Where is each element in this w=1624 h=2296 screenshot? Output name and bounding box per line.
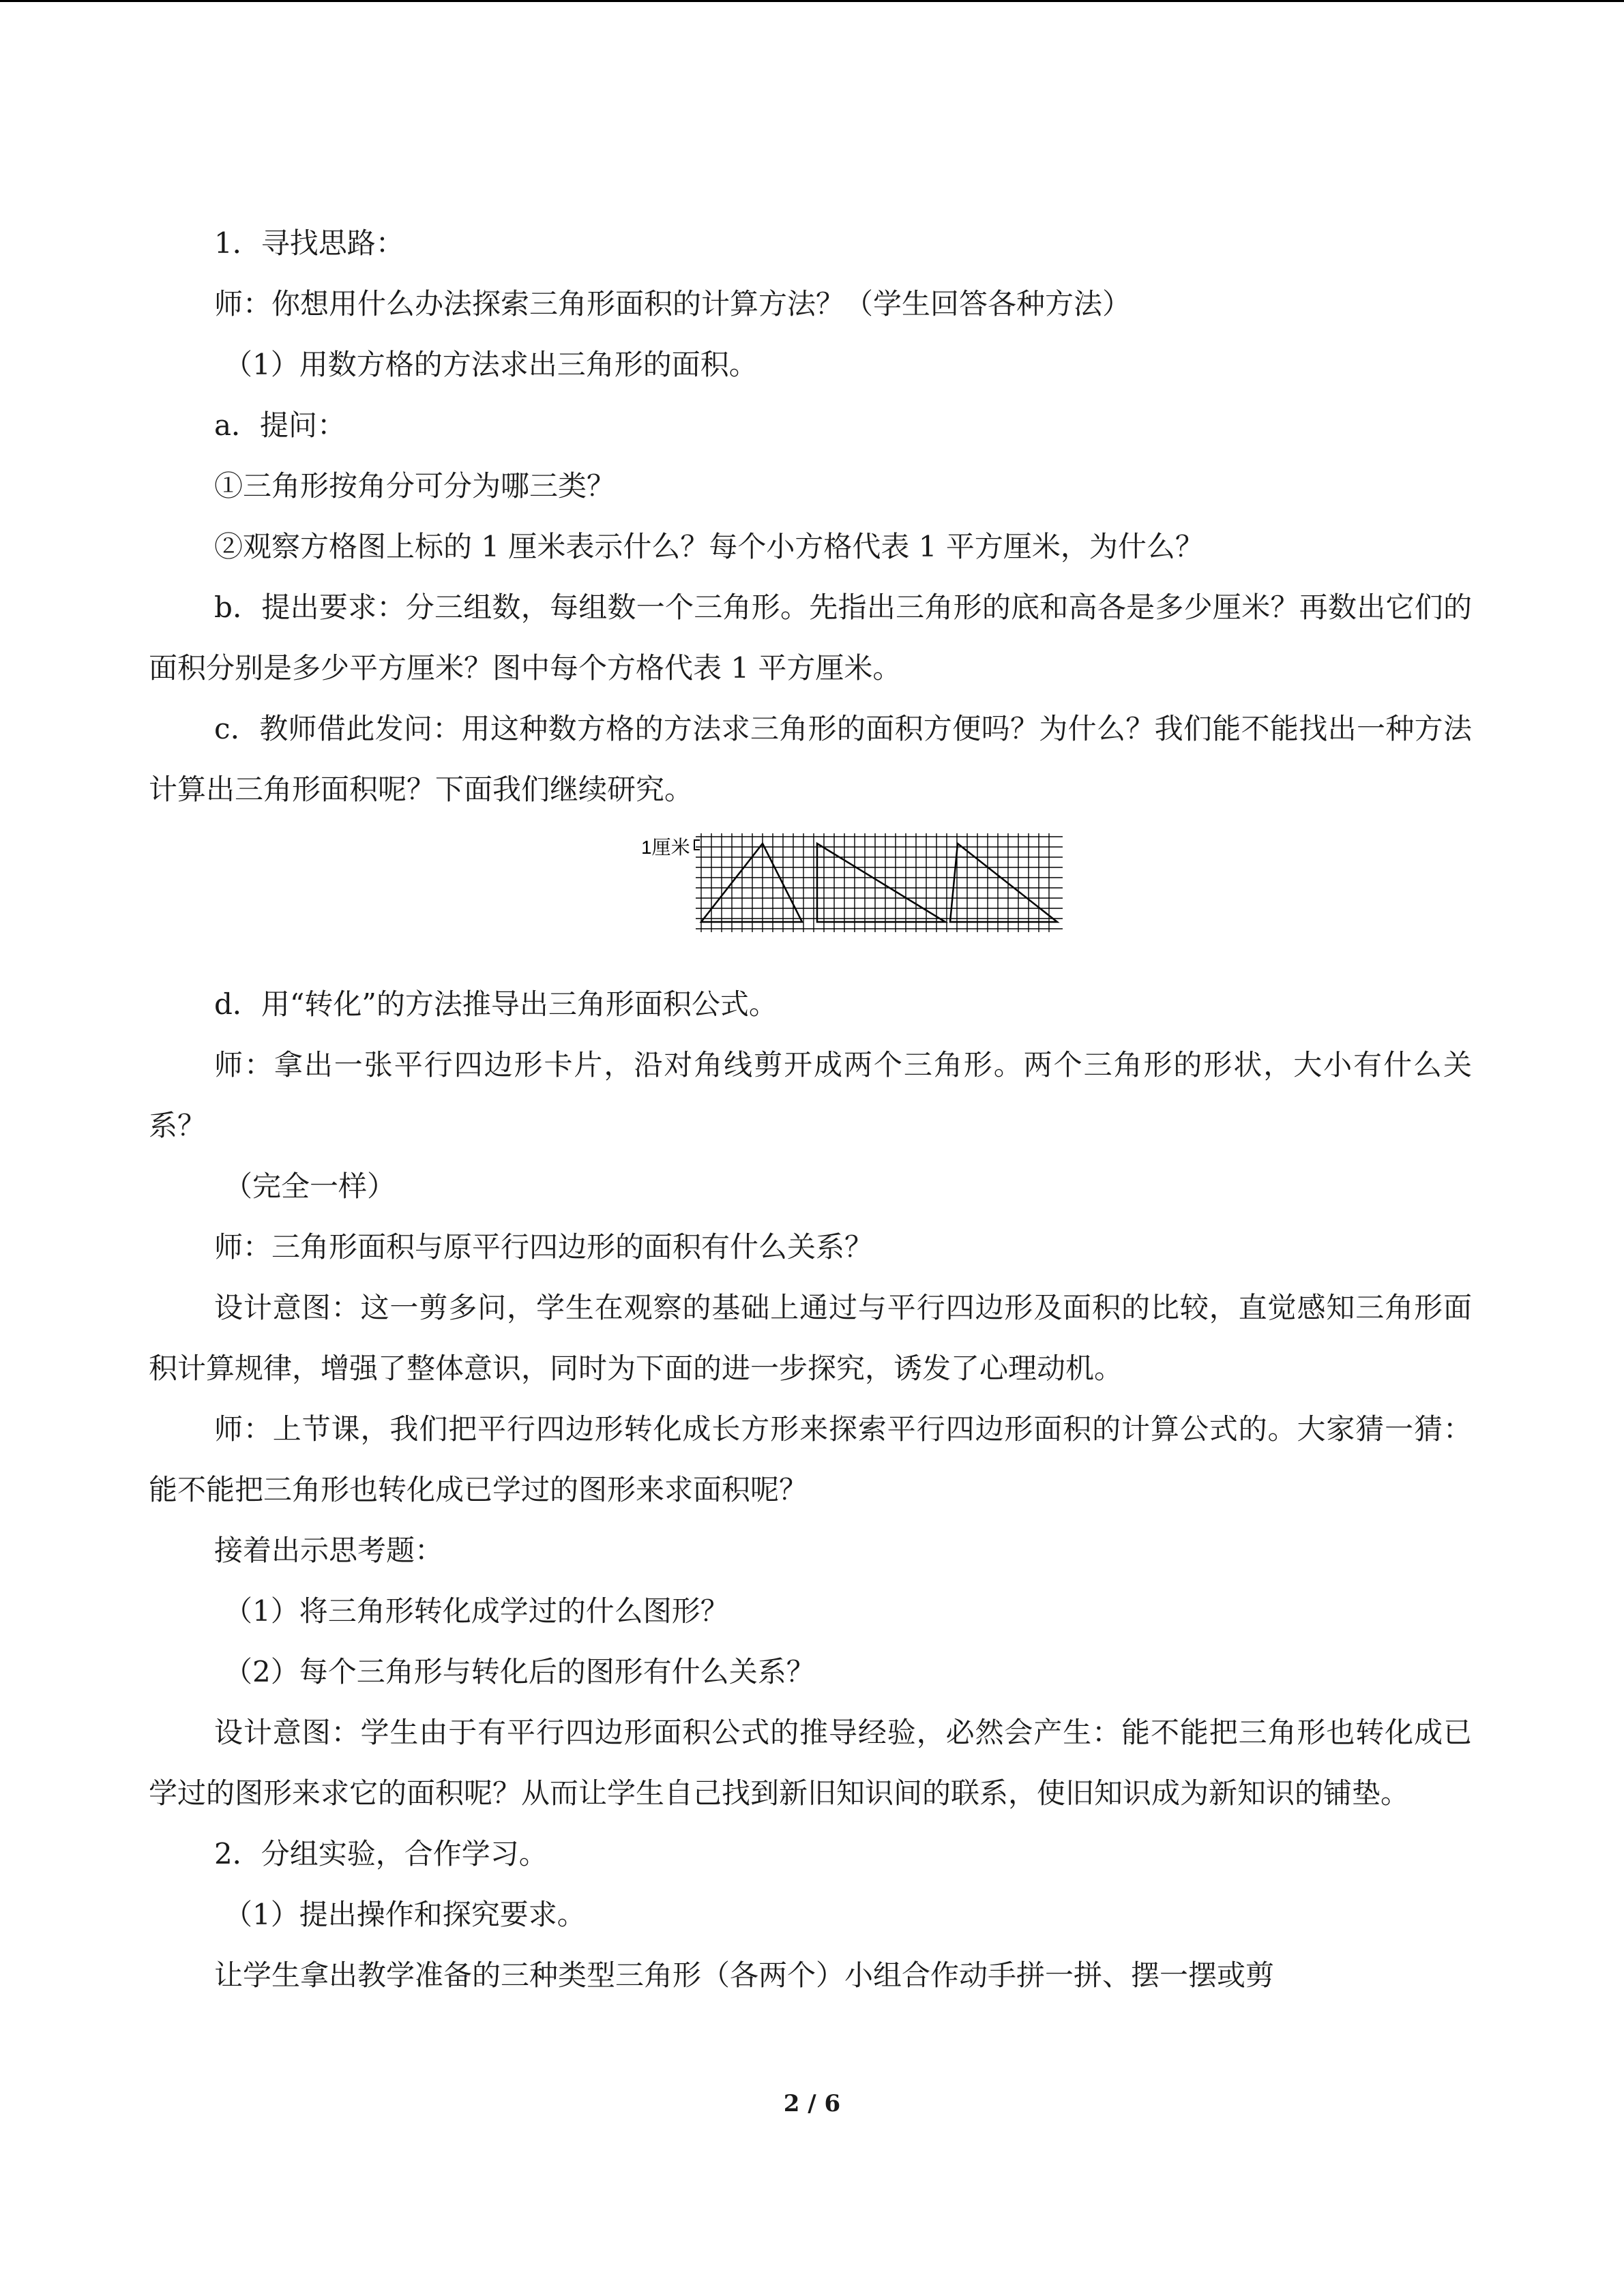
paragraph: 师：上节课，我们把平行四边形转化成长方形来探索平行四边形面积的计算公式的。大家猜一猜：能不能把三角形也转化成已学过的图形来求面积呢？ xyxy=(149,1412,1472,1506)
paragraph: 让学生拿出教学准备的三种类型三角形（各两个）小组合作动手拼一拼、摆一摆或剪 xyxy=(214,1958,1275,1992)
paragraph: 师：三角形面积与原平行四边形的面积有什么关系？ xyxy=(214,1230,874,1264)
paragraph: 2．分组实验，合作学习。 xyxy=(214,1837,548,1870)
paragraph: 设计意图：学生由于有平行四边形面积公式的推导经验，必然会产生：能不能把三角形也转化成已学过的图形来求它的面积呢？从而让学生自己找到新旧知识间的联系，使旧知识成为新知识的铺垫。 xyxy=(149,1716,1472,1810)
paragraph: 设计意图：这一剪多问，学生在观察的基础上通过与平行四边形及面积的比较，直觉感知三角形面积计算规律，增强了整体意识，同时为下面的进一步探究，诱发了心理动机。 xyxy=(149,1291,1472,1385)
paragraph: （2）每个三角形与转化后的图形有什么关系？ xyxy=(224,1655,815,1688)
page-number: 2 / 6 xyxy=(783,2090,841,2117)
paragraph: ①三角形按角分可分为哪三类？ xyxy=(214,469,616,503)
paragraph: （1）将三角形转化成学过的什么图形？ xyxy=(224,1594,729,1628)
paragraph: a．提问： xyxy=(214,408,346,442)
paragraph: 1．寻找思路： xyxy=(214,226,404,260)
unit-label: 1厘米 xyxy=(641,837,690,858)
paragraph: 师：你想用什么办法探索三角形面积的计算方法？（学生回答各种方法） xyxy=(214,287,1132,320)
paragraph: c．教师借此发问：用这种数方格的方法求三角形的面积方便吗？为什么？我们能不能找出一种方法计算出三角形面积呢？下面我们继续研究。 xyxy=(149,712,1472,806)
top-border xyxy=(0,0,1624,2)
section-after-figure xyxy=(149,974,1472,2006)
paragraph: b．提出要求：分三组数，每组数一个三角形。先指出三角形的底和高各是多少厘米？再数出它们的面积分别是多少平方厘米？图中每个方格代表 1 平方厘米。 xyxy=(149,591,1472,685)
paragraph: 师：拿出一张平行四边形卡片，沿对角线剪开成两个三角形。两个三角形的形状，大小有什么关系？ xyxy=(149,1048,1472,1142)
paragraph: （1）提出操作和探究要求。 xyxy=(224,1898,586,1931)
paragraph: ②观察方格图上标的 1 厘米表示什么？每个小方格代表 1 平方厘米，为什么？ xyxy=(214,530,1204,563)
paragraph: d．用“转化”的方法推导出三角形面积公式。 xyxy=(214,987,778,1021)
triangle-acute xyxy=(701,844,802,922)
grid-figure-container xyxy=(149,826,1472,971)
triangle-grid-figure xyxy=(640,826,1199,971)
triangle-obtuse xyxy=(950,844,1057,922)
paragraph: （完全一样） xyxy=(224,1169,396,1203)
document-body xyxy=(149,213,1472,2006)
paragraph: （1）用数方格的方法求出三角形的面积。 xyxy=(224,348,758,381)
section-before-figure xyxy=(149,213,1472,820)
paragraph: 接着出示思考题： xyxy=(214,1534,444,1567)
unit-bracket xyxy=(694,840,700,850)
